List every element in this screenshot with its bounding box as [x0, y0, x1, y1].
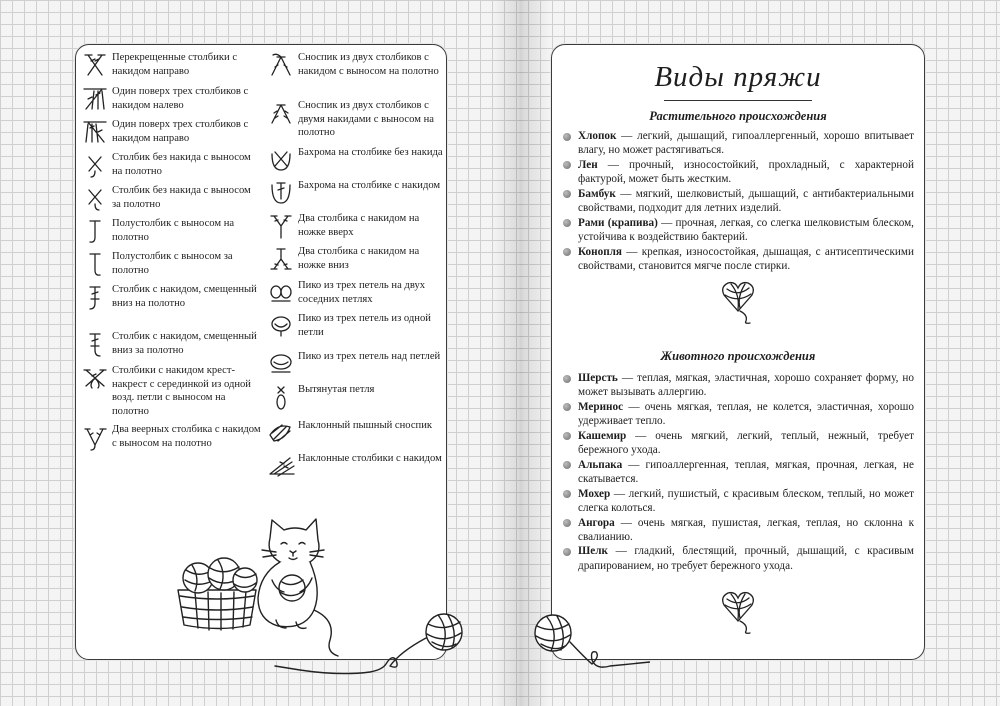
- symbol-label: Столбик без накида с выносом на полотно: [112, 152, 251, 177]
- cluster-two-double-icon: [268, 99, 294, 127]
- symbol-label: Наклонный пышный сноспик: [298, 420, 433, 431]
- cat-basket-illustration: [100, 470, 490, 680]
- symbol-label: Столбик с накидом, смещенный вниз за полотно: [112, 331, 257, 356]
- two-stitches-stem-up-icon: [268, 212, 294, 240]
- plant-section-heading: Растительного происхождения: [649, 109, 827, 123]
- plant-yarn-list: [562, 129, 914, 274]
- yarn-item: [562, 216, 914, 244]
- yarn-description: — очень мягкая, пушистая, легкая, теплая, но склонна к свалианию.: [578, 516, 914, 543]
- two-stitches-stem-down-icon: [268, 245, 294, 273]
- yarn-description: — гипоаллергенная, теплая, мягкая, прочная, легкая, не скатывается.: [578, 458, 914, 485]
- symbol-label: Наклонные столбики с накидом: [298, 453, 442, 464]
- yarn-ball-bullet-icon: [563, 219, 571, 227]
- yarn-ball-bullet-icon: [563, 461, 571, 469]
- yarn-item: [562, 516, 914, 544]
- yarn-item: [562, 400, 914, 428]
- cat-icon: [258, 519, 338, 656]
- yarn-description: — гладкий, блестящий, прочный, дышащий, с красивым драпированием, но требует бережного ухода.: [578, 545, 914, 572]
- animal-yarn-list: [562, 371, 914, 573]
- picot-three-one-loop-icon: [268, 312, 294, 340]
- fringe-double-icon: [268, 179, 294, 207]
- symbol-label: Полустолбик с выносом на полотно: [112, 218, 235, 243]
- yarn-ball-bullet-icon: [563, 548, 571, 556]
- symbol-label: Пико из трех петель из одной петли: [298, 313, 431, 338]
- crossed-with-middle-icon: [82, 364, 108, 392]
- cluster-two-front-icon: [268, 51, 294, 79]
- double-shifted-down-back-icon: [82, 330, 108, 358]
- two-fan-stitches-icon: [82, 423, 108, 451]
- yarn-description: — мягкий, шелковистый, дышащий, с антибактериальными свойствами, подходит для летних изделий.: [578, 187, 914, 215]
- yarn-name: Конопля: [578, 245, 622, 258]
- yarn-name: Бамбук: [578, 187, 616, 200]
- yarn-ball-bullet-icon: [563, 161, 571, 169]
- symbol-label: Столбик с накидом, смещенный вниз на полотно: [112, 284, 257, 309]
- yarn-ball-bullet-icon: [563, 375, 571, 383]
- yarn-name: Альпака: [578, 458, 623, 471]
- yarn-item: [562, 245, 914, 273]
- double-shifted-down-front-icon: [82, 283, 108, 311]
- yarn-name: Лен: [578, 158, 598, 171]
- yarn-description: — очень мягкий, легкий, теплый, нежный, требует бережного ухода.: [578, 429, 914, 457]
- symbol-label: Пико из трех петель на двух соседних петлях: [298, 280, 426, 305]
- yarn-name: Мохер: [578, 487, 611, 500]
- yarn-item: [562, 371, 914, 399]
- yarn-item: [562, 129, 914, 157]
- elongated-loop-icon: [268, 383, 294, 411]
- yarn-item: [562, 429, 914, 457]
- yarn-description: — теплая, мягкая, эластичная, хорошо сохраняет форму, но может вызывать аллергию.: [578, 372, 914, 399]
- yarn-types-panel: [551, 44, 925, 660]
- yarn-name: Шерсть: [578, 372, 618, 384]
- yarn-name: Кашемир: [578, 429, 627, 442]
- symbol-label: Вытянутая петля: [298, 384, 375, 395]
- symbol-label: Два столбика с накидом на ножке вверх: [298, 213, 420, 238]
- symbol-label: Бахрома на столбике без накида: [298, 147, 443, 158]
- yarn-name: Хлопок: [578, 130, 617, 142]
- yarn-name: Меринос: [578, 400, 624, 413]
- basket-icon: [178, 558, 257, 630]
- symbol-label: Сноспик из двух столбиков с накидом с выносом на полотно: [298, 52, 439, 77]
- yarn-name: Ангора: [578, 516, 615, 529]
- yarn-item: [562, 187, 914, 215]
- yarn-name: Рами (крапива): [578, 216, 658, 229]
- symbol-label: Столбики с накидом крест-накрест с серединкой из одной возд. петли с выносом на полотно: [112, 365, 251, 417]
- yarn-description: — легкий, дышащий, гипоаллергенный, хорошо впитывает влагу, но может растягиваться.: [578, 130, 914, 157]
- symbol-label: Перекрещенные столбики с накидом направо: [112, 52, 238, 77]
- slanted-puff-icon: [268, 419, 294, 447]
- title-underline: [664, 100, 812, 101]
- yarn-ball-bullet-icon: [563, 432, 571, 440]
- yarn-name: Шелк: [578, 545, 608, 558]
- symbol-label: Два столбика с накидом на ножке вниз: [298, 246, 420, 271]
- yarn-ball-bullet-icon: [563, 133, 571, 141]
- crossed-double-crochet-right-icon: [82, 51, 108, 79]
- symbol-label: Полустолбик с выносом за полотно: [112, 251, 233, 276]
- single-crochet-front-icon: [82, 151, 108, 179]
- symbol-label: Два веерных столбика с накидом с выносом на полотно: [112, 424, 261, 449]
- yarn-ball-bullet-icon: [563, 490, 571, 498]
- yarn-description: — прочная, легкая, со слегка шелковистым блеском, устойчива к воздействию бактерий.: [578, 216, 914, 243]
- yarn-item: [562, 158, 914, 186]
- yarn-description: — очень мягкая, теплая, не колется, эластичная, хорошо удерживает тепло.: [578, 400, 914, 428]
- one-over-three-left-icon: [82, 85, 108, 113]
- half-double-back-icon: [82, 250, 108, 278]
- one-over-three-right-icon: [82, 118, 108, 146]
- yarn-ball-bullet-icon: [563, 519, 571, 527]
- heart-yarn-icon-bottom: [718, 585, 758, 635]
- animal-section-heading: Животного происхождения: [660, 349, 816, 363]
- half-double-front-icon: [82, 217, 108, 245]
- yarn-description: — прочный, износостойкий, прохладный, с характерной фактурой, может быть жестким.: [578, 158, 914, 186]
- symbol-label: Один поверх трех столбиков с накидом налево: [112, 86, 249, 111]
- yarn-item: [562, 458, 914, 486]
- yarn-item: [562, 487, 914, 515]
- yarn-item: [562, 544, 914, 572]
- yarn-ball-bullet-icon: [563, 248, 571, 256]
- right-yarn-illustration: [530, 570, 650, 680]
- yarn-description: — крепкая, износостойкая, дышащая, с антисептическими свойствами, становится мягче после стирки.: [578, 245, 914, 272]
- picot-three-two-loops-icon: [268, 279, 294, 307]
- page-title: Виды пряжи: [654, 61, 822, 93]
- symbol-label: Один поверх трех столбиков с накидом направо: [112, 119, 249, 144]
- yarn-ball-bullet-icon: [563, 190, 571, 198]
- single-crochet-back-icon: [82, 184, 108, 212]
- symbol-label: Столбик без накида с выносом за полотно: [112, 185, 251, 210]
- yarn-description: — легкий, пушистый, с красивым блеском, теплый, но может слегка колоться.: [578, 487, 914, 514]
- symbol-label: Пико из трех петель над петлей: [298, 351, 441, 362]
- fringe-single-icon: [268, 146, 294, 174]
- heart-yarn-icon: [718, 275, 758, 325]
- yarn-ball-bullet-icon: [563, 403, 571, 411]
- symbol-label: Сноспик из двух столбиков с двумя накидами с выносом на полотно: [298, 100, 434, 139]
- picot-three-over-loop-icon: [268, 350, 294, 378]
- symbol-label: Бахрома на столбике с накидом: [298, 180, 441, 191]
